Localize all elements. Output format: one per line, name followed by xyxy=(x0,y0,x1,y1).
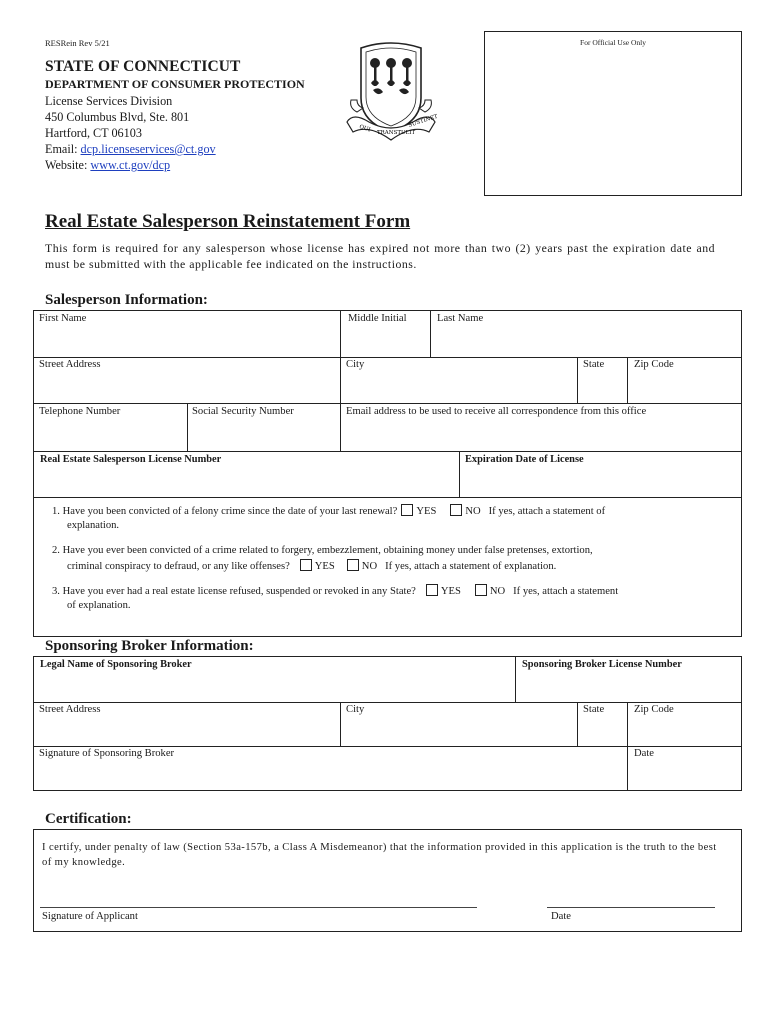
email-link[interactable]: dcp.licenseservices@ct.gov xyxy=(80,142,216,156)
question-3-tail: If yes, attach a statement xyxy=(513,586,619,597)
department-name: DEPARTMENT OF CONSUMER PROTECTION xyxy=(45,77,305,91)
broker-street-field[interactable]: Street Address xyxy=(39,704,101,715)
question-1-text: 1. Have you been convicted of a felony crime since the date of your last renewal? xyxy=(52,506,398,517)
email-field[interactable]: Email address to be used to receive all correspondence from this office xyxy=(346,406,647,417)
col-divider xyxy=(340,357,341,403)
website-line xyxy=(45,158,170,173)
broker-city-field[interactable]: City xyxy=(346,704,365,715)
broker-name-field[interactable]: Legal Name of Sponsoring Broker xyxy=(40,659,192,670)
applicant-signature-label: Signature of Applicant xyxy=(42,911,138,922)
question-1-cont: explanation. xyxy=(67,520,120,531)
broker-state-field[interactable]: State xyxy=(583,704,605,715)
division-name: License Services Division xyxy=(45,94,173,108)
salesperson-heading: Salesperson Information: xyxy=(45,292,208,308)
q1-yes-checkbox[interactable] xyxy=(401,504,413,516)
col-divider xyxy=(627,357,628,403)
q3-no-checkbox[interactable] xyxy=(475,584,487,596)
zip-code-field[interactable]: Zip Code xyxy=(634,359,674,370)
q3-yes-label: YES xyxy=(440,586,461,597)
broker-license-field[interactable]: Sponsoring Broker License Number xyxy=(522,659,682,670)
telephone-field[interactable]: Telephone Number xyxy=(39,406,121,417)
certification-heading: Certification: xyxy=(45,811,132,827)
street-address: 450 Columbus Blvd, Ste. 801 xyxy=(45,110,190,124)
ssn-field[interactable]: Social Security Number xyxy=(192,406,294,417)
col-divider xyxy=(340,403,341,451)
row-divider xyxy=(33,746,742,747)
col-divider xyxy=(340,310,341,357)
q2-no-checkbox[interactable] xyxy=(347,559,359,571)
question-2: 2. Have you ever been convicted of a crime related to forgery, embezzlement, obtaining money under false pretenses, extortion, xyxy=(52,545,593,556)
col-divider xyxy=(430,310,431,357)
q1-no-label: NO xyxy=(465,506,481,517)
question-1 xyxy=(52,504,605,519)
col-divider xyxy=(459,451,460,497)
applicant-date-line[interactable] xyxy=(547,907,715,908)
middle-initial-field[interactable]: Middle Initial xyxy=(348,313,407,324)
question-3-cont: of explanation. xyxy=(67,600,131,611)
broker-zip-field[interactable]: Zip Code xyxy=(634,704,674,715)
last-name-field[interactable]: Last Name xyxy=(437,313,484,324)
col-divider xyxy=(340,702,341,746)
question-3 xyxy=(52,584,618,599)
broker-signature-field[interactable]: Signature of Sponsoring Broker xyxy=(39,748,175,759)
col-divider xyxy=(627,702,628,791)
license-number-field[interactable]: Real Estate Salesperson License Number xyxy=(40,454,222,465)
city-field[interactable]: City xyxy=(346,359,365,370)
q2-yes-checkbox[interactable] xyxy=(300,559,312,571)
q1-no-checkbox[interactable] xyxy=(450,504,462,516)
broker-table xyxy=(33,656,742,791)
row-divider xyxy=(33,702,742,703)
seal-motto-left: QUI xyxy=(358,124,372,134)
question-2-tail: If yes, attach a statement of explanation. xyxy=(385,561,557,572)
question-2-text: criminal conspiracy to defraud, or any like offenses? xyxy=(67,561,290,572)
first-name-field[interactable]: First Name xyxy=(39,313,87,324)
col-divider xyxy=(515,656,516,702)
row-divider xyxy=(33,357,742,358)
col-divider xyxy=(577,357,578,403)
expiration-date-field[interactable]: Expiration Date of License xyxy=(465,454,584,465)
email-label: Email: xyxy=(45,142,78,156)
certification-text: I certify, under penalty of law (Section 53a-157b, a Class A Misdemeanor) that the information provided in this application is the truth to the best of my knowledge. xyxy=(42,842,717,868)
connecticut-seal-icon xyxy=(343,38,439,142)
form-title: Real Estate Salesperson Reinstatement Form xyxy=(45,211,411,232)
official-use-box xyxy=(484,31,742,196)
street-address-field[interactable]: Street Address xyxy=(39,359,101,370)
state-name: STATE OF CONNECTICUT xyxy=(45,58,241,75)
question-2-cont xyxy=(67,559,556,574)
q2-yes-label: YES xyxy=(314,561,335,572)
q3-no-label: NO xyxy=(489,586,506,597)
seal-motto-middle: TRANSTULIT xyxy=(377,130,416,136)
question-1-tail: If yes, attach a statement of xyxy=(488,506,606,517)
applicant-date-label: Date xyxy=(551,911,571,922)
row-divider xyxy=(33,403,742,404)
col-divider xyxy=(187,403,188,451)
row-divider xyxy=(33,451,742,452)
official-use-label: For Official Use Only xyxy=(580,38,646,47)
broker-heading: Sponsoring Broker Information: xyxy=(45,638,254,654)
q3-yes-checkbox[interactable] xyxy=(426,584,438,596)
city-state-zip: Hartford, CT 06103 xyxy=(45,126,142,140)
intro-text: This form is required for any salesperson whose license has expired not more than two (2) years past the expiration date and must be submitted with the applicable fee indicated on the instructions. xyxy=(45,241,715,271)
broker-date-field[interactable]: Date xyxy=(634,748,654,759)
revision-code: RESRein Rev 5/21 xyxy=(45,38,110,48)
applicant-signature-line[interactable] xyxy=(40,907,477,908)
q1-yes-label: YES xyxy=(416,506,437,517)
row-divider xyxy=(33,497,742,498)
state-field[interactable]: State xyxy=(583,359,605,370)
website-link[interactable]: www.ct.gov/dcp xyxy=(90,158,171,172)
email-line xyxy=(45,142,216,157)
col-divider xyxy=(577,702,578,746)
q2-no-label: NO xyxy=(361,561,378,572)
website-label: Website: xyxy=(45,158,88,172)
seal-motto-right: SUSTINET xyxy=(407,113,439,129)
question-3-text: 3. Have you ever had a real estate license refused, suspended or revoked in any State? xyxy=(52,586,416,597)
